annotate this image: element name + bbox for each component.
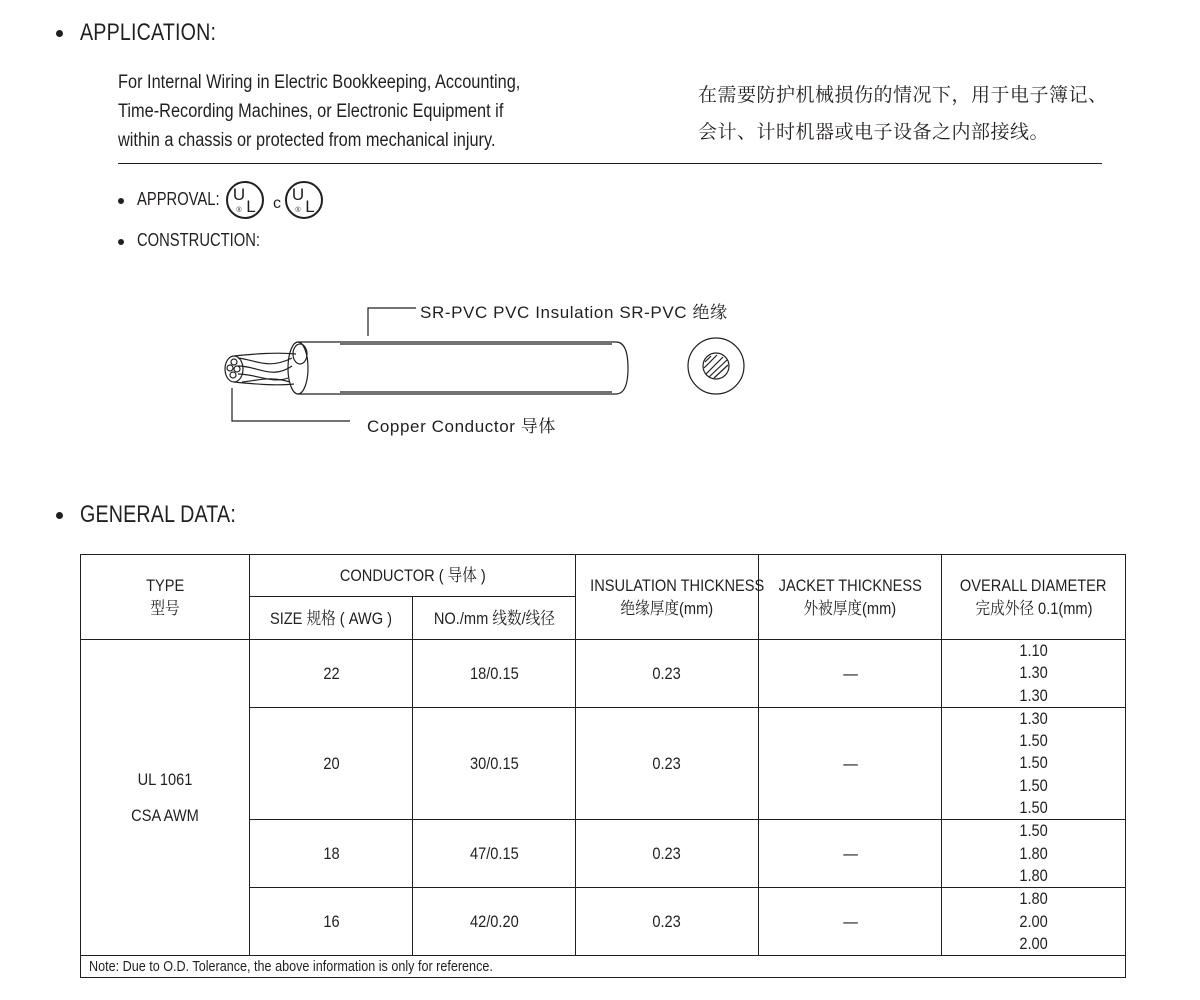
size-cell: 22 — [250, 640, 413, 708]
type-value-cell: UL 1061 CSA AWM — [81, 640, 250, 956]
size-cell: 16 — [250, 888, 413, 956]
overall-diameter-cell: 1.30 1.50 1.50 1.50 1.50 — [942, 707, 1126, 819]
insulation-leader-line — [368, 308, 416, 336]
general-data-heading: GENERAL DATA: — [80, 501, 236, 528]
svg-text:®: ® — [295, 207, 301, 214]
application-bullet — [56, 30, 63, 37]
cross-section-icon — [688, 338, 744, 394]
insulation-cell: 0.23 — [576, 707, 759, 819]
table-note: Note: Due to O.D. Tolerance, the above information is only for reference. — [81, 956, 1126, 978]
application-cn-line: 在需要防护机械损伤的情况下，用于电子簿记、 — [698, 85, 1108, 106]
size-cell: 20 — [250, 707, 413, 819]
size-cell: 18 — [250, 820, 413, 888]
header-jacket: JACKET THICKNESS 外被厚度(mm) — [759, 555, 942, 640]
copper-conductor-icon — [225, 353, 296, 385]
general-data-table — [80, 554, 1126, 978]
application-cn-line: 会计、计时机器或电子设备之内部接线。 — [698, 122, 1050, 143]
application-en-line: Time-Recording Machines, or Electronic Equipment if — [118, 101, 504, 122]
general-data-bullet — [56, 512, 63, 519]
overall-diameter-cell: 1.80 2.00 2.00 — [942, 888, 1126, 956]
table-row — [81, 640, 1126, 708]
svg-text:L: L — [305, 197, 315, 216]
insulation-cell: 0.23 — [576, 888, 759, 956]
ul-mark-icon — [227, 182, 263, 218]
insulation-cell: 0.23 — [576, 640, 759, 708]
header-size: SIZE 规格 ( AWG ) — [250, 597, 413, 640]
cul-mark-icon — [286, 182, 322, 218]
application-en-line: For Internal Wiring in Electric Bookkeeping, Accounting, — [118, 72, 521, 93]
jacket-cell: — — [759, 820, 942, 888]
svg-text:U: U — [232, 185, 246, 204]
svg-text:U: U — [291, 185, 305, 204]
no-mm-cell: 42/0.20 — [413, 888, 576, 956]
insulation-label: SR-PVC PVC Insulation SR-PVC 绝缘 — [420, 303, 728, 322]
insulation-cell: 0.23 — [576, 820, 759, 888]
approval-bullet — [118, 198, 124, 204]
conductor-leader-line — [232, 388, 350, 421]
application-en-line: within a chassis or protected from mechanical injury. — [118, 130, 496, 151]
c-prefix: c — [273, 195, 281, 212]
cable-jacket-icon — [298, 342, 628, 394]
construction-bullet — [118, 239, 124, 245]
construction-label: CONSTRUCTION: — [137, 230, 260, 250]
application-text-cn — [698, 77, 1108, 151]
no-mm-cell: 18/0.15 — [413, 640, 576, 708]
overall-diameter-cell: 1.50 1.80 1.80 — [942, 820, 1126, 888]
approval-label: APPROVAL: — [137, 189, 220, 209]
conductor-label: Copper Conductor 导体 — [367, 417, 557, 436]
overall-diameter-cell: 1.10 1.30 1.30 — [942, 640, 1126, 708]
header-type: TYPE 型号 — [81, 555, 250, 640]
header-conductor: CONDUCTOR ( 导体 ) — [250, 555, 576, 597]
jacket-cell: — — [759, 888, 942, 956]
jacket-cell: — — [759, 707, 942, 819]
no-mm-cell: 47/0.15 — [413, 820, 576, 888]
header-insulation: INSULATION THICKNESS 绝缘厚度(mm) — [576, 555, 759, 640]
application-heading: APPLICATION: — [80, 19, 217, 46]
svg-text:®: ® — [236, 207, 242, 214]
ul-listed-logo — [222, 179, 330, 223]
table-note-row — [81, 956, 1126, 978]
header-overall-diameter: OVERALL DIAMETER 完成外径 0.1(mm) — [942, 555, 1126, 640]
jacket-cell: — — [759, 640, 942, 708]
no-mm-cell: 30/0.15 — [413, 707, 576, 819]
application-divider — [118, 163, 1102, 164]
application-text-en — [118, 68, 520, 155]
svg-text:L: L — [246, 197, 256, 216]
header-no-mm: NO./mm 线数/线径 — [413, 597, 576, 640]
